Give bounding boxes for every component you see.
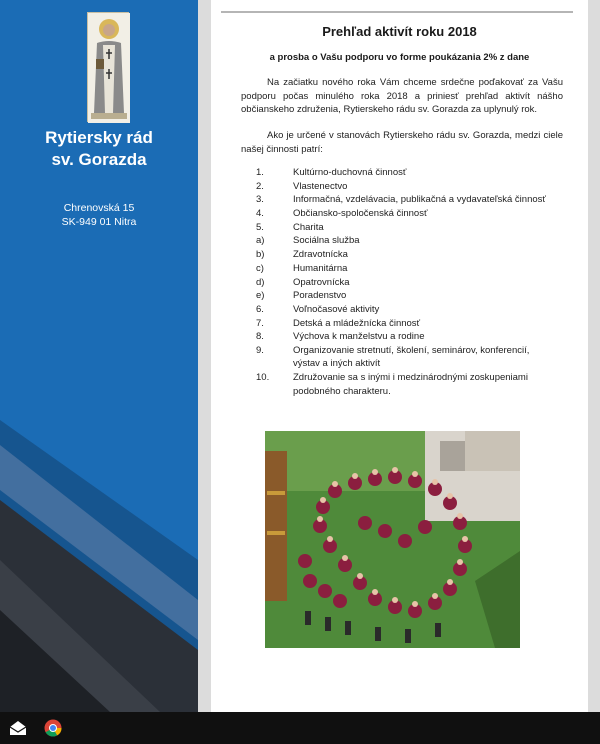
goal-list-item xyxy=(256,371,556,398)
goal-text: Organizovanie stretnutí, školení, seminárov, konferencií, výstav a iných aktivít xyxy=(293,344,530,370)
goal-list-item xyxy=(256,207,556,221)
goal-list-item xyxy=(256,193,556,207)
goal-list-item xyxy=(256,344,556,371)
goal-number: 10. xyxy=(256,372,270,384)
viewer-right-margin xyxy=(588,0,600,712)
goal-text: Voľnočasové aktivity xyxy=(293,303,380,315)
address-city: SK-949 01 Nitra xyxy=(61,216,137,228)
mail-icon[interactable] xyxy=(9,719,27,737)
goal-number: a) xyxy=(256,235,265,247)
saint-icon-image xyxy=(87,12,129,122)
goal-list-item xyxy=(256,180,556,194)
goal-number: 7. xyxy=(256,317,264,329)
goal-list-item xyxy=(256,248,556,262)
goal-number: 3. xyxy=(256,194,264,206)
goal-text: Sociálna služba xyxy=(293,235,360,247)
goals-list xyxy=(256,166,556,398)
goals-paragraph: Ako je určené v stanovách Rytierskeho rádu sv. Gorazda, medzi ciele našej činnosti patrí: xyxy=(241,130,563,155)
goal-number: b) xyxy=(256,249,265,261)
goal-number: e) xyxy=(256,290,265,302)
document-title: Prehľad aktivít roku 2018 xyxy=(322,24,477,39)
goal-list-item xyxy=(256,303,556,317)
goal-list-item xyxy=(256,276,556,290)
goal-list-item xyxy=(256,330,556,344)
goal-number: 4. xyxy=(256,208,264,220)
goal-list-item xyxy=(256,289,556,303)
goal-number: c) xyxy=(256,262,264,274)
goal-number: 6. xyxy=(256,303,264,315)
goal-text: Charita xyxy=(293,221,324,233)
goal-text: Kultúrno-duchovná činnosť xyxy=(293,167,407,178)
goal-text: Poradenstvo xyxy=(293,290,347,302)
org-name-line2: sv. Gorazda xyxy=(51,150,147,169)
group-photo xyxy=(265,431,520,648)
os-taskbar xyxy=(0,712,600,744)
goal-number: 2. xyxy=(256,180,264,192)
document-subtitle: a prosba o Vašu podporu vo forme poukázania 2% z dane xyxy=(269,52,530,63)
goal-text: Výchova k manželstvu a rodine xyxy=(293,331,425,343)
goal-text: Zdravotnícka xyxy=(293,249,348,261)
goal-list-item xyxy=(256,262,556,276)
goal-list-item xyxy=(256,234,556,248)
goal-number: 9. xyxy=(256,344,264,356)
goal-text: Informačná, vzdelávacia, publikačná a vydavateľská činnosť xyxy=(293,194,546,206)
goal-list-item xyxy=(256,166,556,180)
goal-text: Humanitárna xyxy=(293,262,348,274)
goal-text: Združovanie sa s inými i medzinárodnými zoskupeniami podobného charakteru. xyxy=(293,372,528,397)
goal-text: Detská a mládežnícka činnosť xyxy=(293,317,421,329)
document-page xyxy=(211,0,588,712)
chrome-icon[interactable] xyxy=(44,719,62,737)
goal-text: Opatrovnícka xyxy=(293,276,350,288)
goal-number: d) xyxy=(256,276,265,288)
goal-number: 8. xyxy=(256,331,264,343)
goal-list-item xyxy=(256,221,556,235)
header-rule xyxy=(221,11,573,13)
goal-list-item xyxy=(256,317,556,331)
address-street: Chrenovská 15 xyxy=(63,202,135,214)
goal-text: Vlastenectvo xyxy=(293,180,348,192)
org-name-line1: Rytiersky rád xyxy=(45,128,153,147)
goal-text: Občiansko-spoločenská činnosť xyxy=(293,208,428,220)
sidebar-panel xyxy=(0,0,198,712)
intro-paragraph: Na začiatku nového roka Vám chceme srdečne poďakovať za Vašu podporu počas minulého roka 2018 a priniesť prehľad aktivít nášho občianskeho združenia, Rytierskeho rádu sv. Gorazda za uplynulý rok. xyxy=(241,77,563,115)
viewer-gutter xyxy=(198,0,211,712)
goal-number: 5. xyxy=(256,221,264,233)
goal-number: 1. xyxy=(256,167,264,178)
